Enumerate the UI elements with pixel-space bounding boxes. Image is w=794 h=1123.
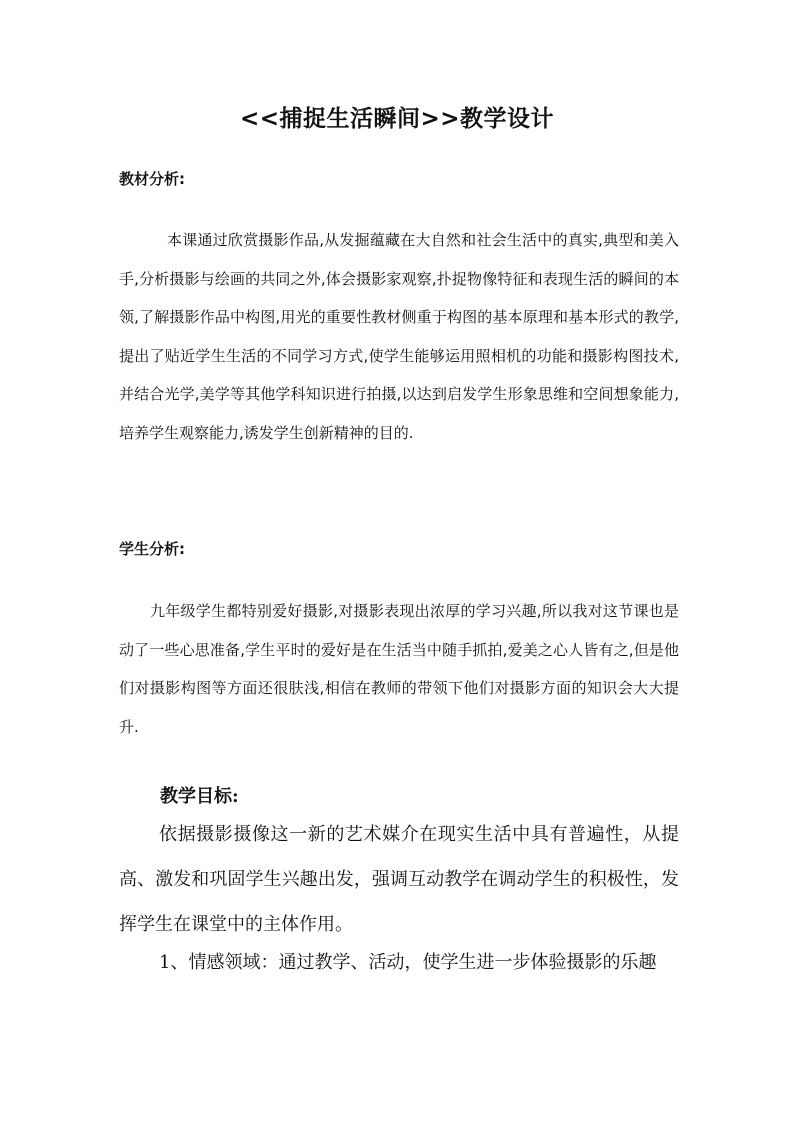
material-analysis-paragraph: 本课通过欣赏摄影作品,从发掘蕴藏在大自然和社会生活中的真实,典型和美入手,分析摄影与绘画的共同之外,体会摄影家观察,扑捉物像特征和表现生活的瞬间的本领,了解摄影作品中构图,用光的重要性教材侧重于构图的基本原理和基本形式的教学,提出了贴近学生生活的不同学习方式,使学生能够运用照相机的功能和摄影构图技术,并结合光学,美学等其他学科知识进行拍摄,以达到启发学生形象思维和空间想象能力,培养学生观察能力,诱发学生创新精神的目的. — [119, 231, 679, 442]
material-analysis-heading: 教材分析: — [119, 170, 185, 188]
teaching-goals-intro: 依据摄影摄像这一新的艺术媒介在现实生活中具有普遍性，从提高、激发和巩固学生兴趣出发，强调互动教学在调动学生的积极性，发挥学生在课堂中的主体作用。 — [119, 824, 679, 935]
student-analysis-paragraph: 九年级学生都特别爱好摄影,对摄影表现出浓厚的学习兴趣,所以我对这节课也是动了一些心思准备,学生平时的爱好是在生活当中随手抓拍,爱美之心人皆有之,但是他们对摄影构图等方面还很肤浅,相信在教师的带领下他们对摄影方面的知识会大大提升. — [119, 602, 679, 736]
teaching-goals-heading: 教学目标: — [160, 786, 239, 807]
document-title: <<捕捉生活瞬间>>教学设计 — [239, 106, 555, 132]
student-analysis-heading: 学生分析: — [119, 540, 185, 558]
teaching-goals-item-1: 1、情感领域：通过教学、活动，使学生进一步体验摄影的乐趣 — [159, 952, 657, 973]
